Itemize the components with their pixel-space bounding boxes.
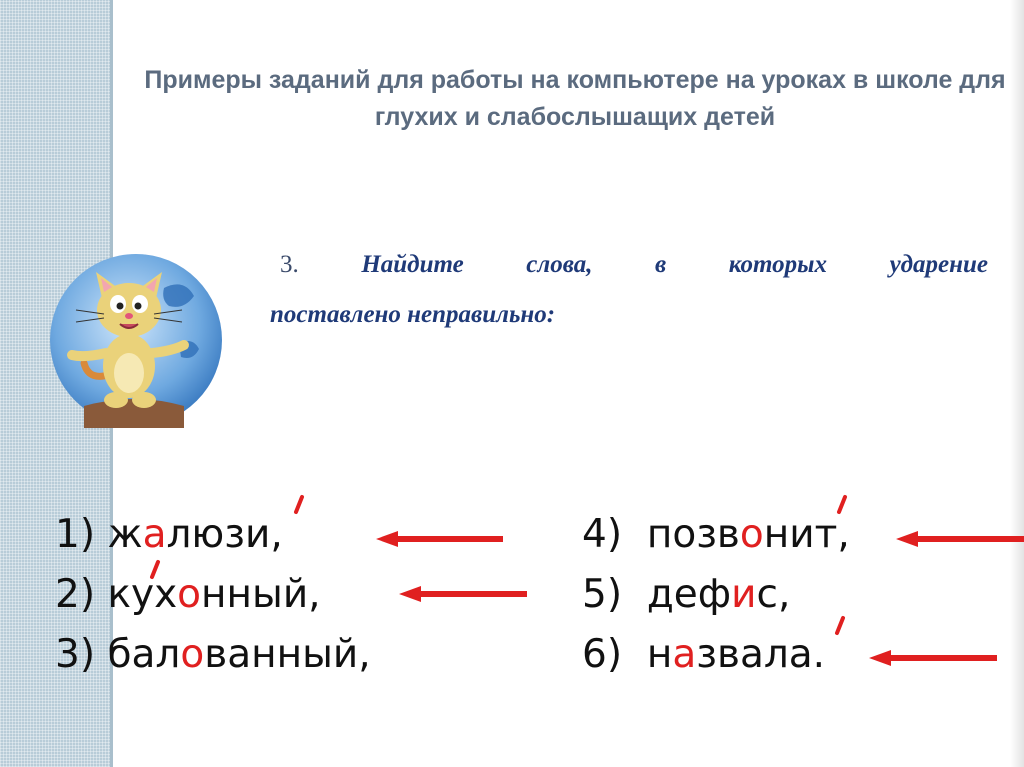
left-arrow-icon (869, 650, 997, 666)
word-item-3: 3) балованный, (55, 632, 371, 677)
cat-globe-illustration (44, 248, 224, 428)
stressed-vowel: о (739, 512, 764, 557)
stressed-vowel: а (672, 632, 697, 677)
task-word: ударение (889, 251, 988, 278)
stressed-vowel: о (177, 572, 202, 617)
stressed-vowel: и (731, 572, 757, 617)
word-list-right (582, 505, 850, 685)
left-arrow-icon (376, 531, 503, 547)
slide-title: Примеры заданий для работы на компьютере на уроках в школе для глухих и слабослышащих детей (144, 66, 1006, 131)
word-item-5: 5) дефис, (582, 572, 791, 617)
task-word: которых (728, 251, 827, 278)
stressed-vowel: о (180, 632, 205, 677)
left-arrow-icon (399, 586, 527, 602)
task-word: слова, (526, 251, 593, 278)
stressed-vowel: а (142, 512, 167, 557)
task-instruction (270, 240, 988, 340)
left-arrow-icon (896, 531, 1024, 547)
task-word: в (655, 251, 667, 278)
word-list-left (55, 505, 371, 685)
word-item-4: 4) позвонит, (582, 512, 850, 557)
task-line-2: поставлено неправильно: (270, 301, 556, 328)
task-word: Найдите (361, 251, 464, 278)
word-item-6: 6) назвала. (582, 632, 826, 677)
word-item-2: 2) кухонный, (55, 572, 321, 617)
task-number: 3. (280, 251, 299, 278)
word-item-1: 1) жалюзи, (55, 512, 283, 557)
